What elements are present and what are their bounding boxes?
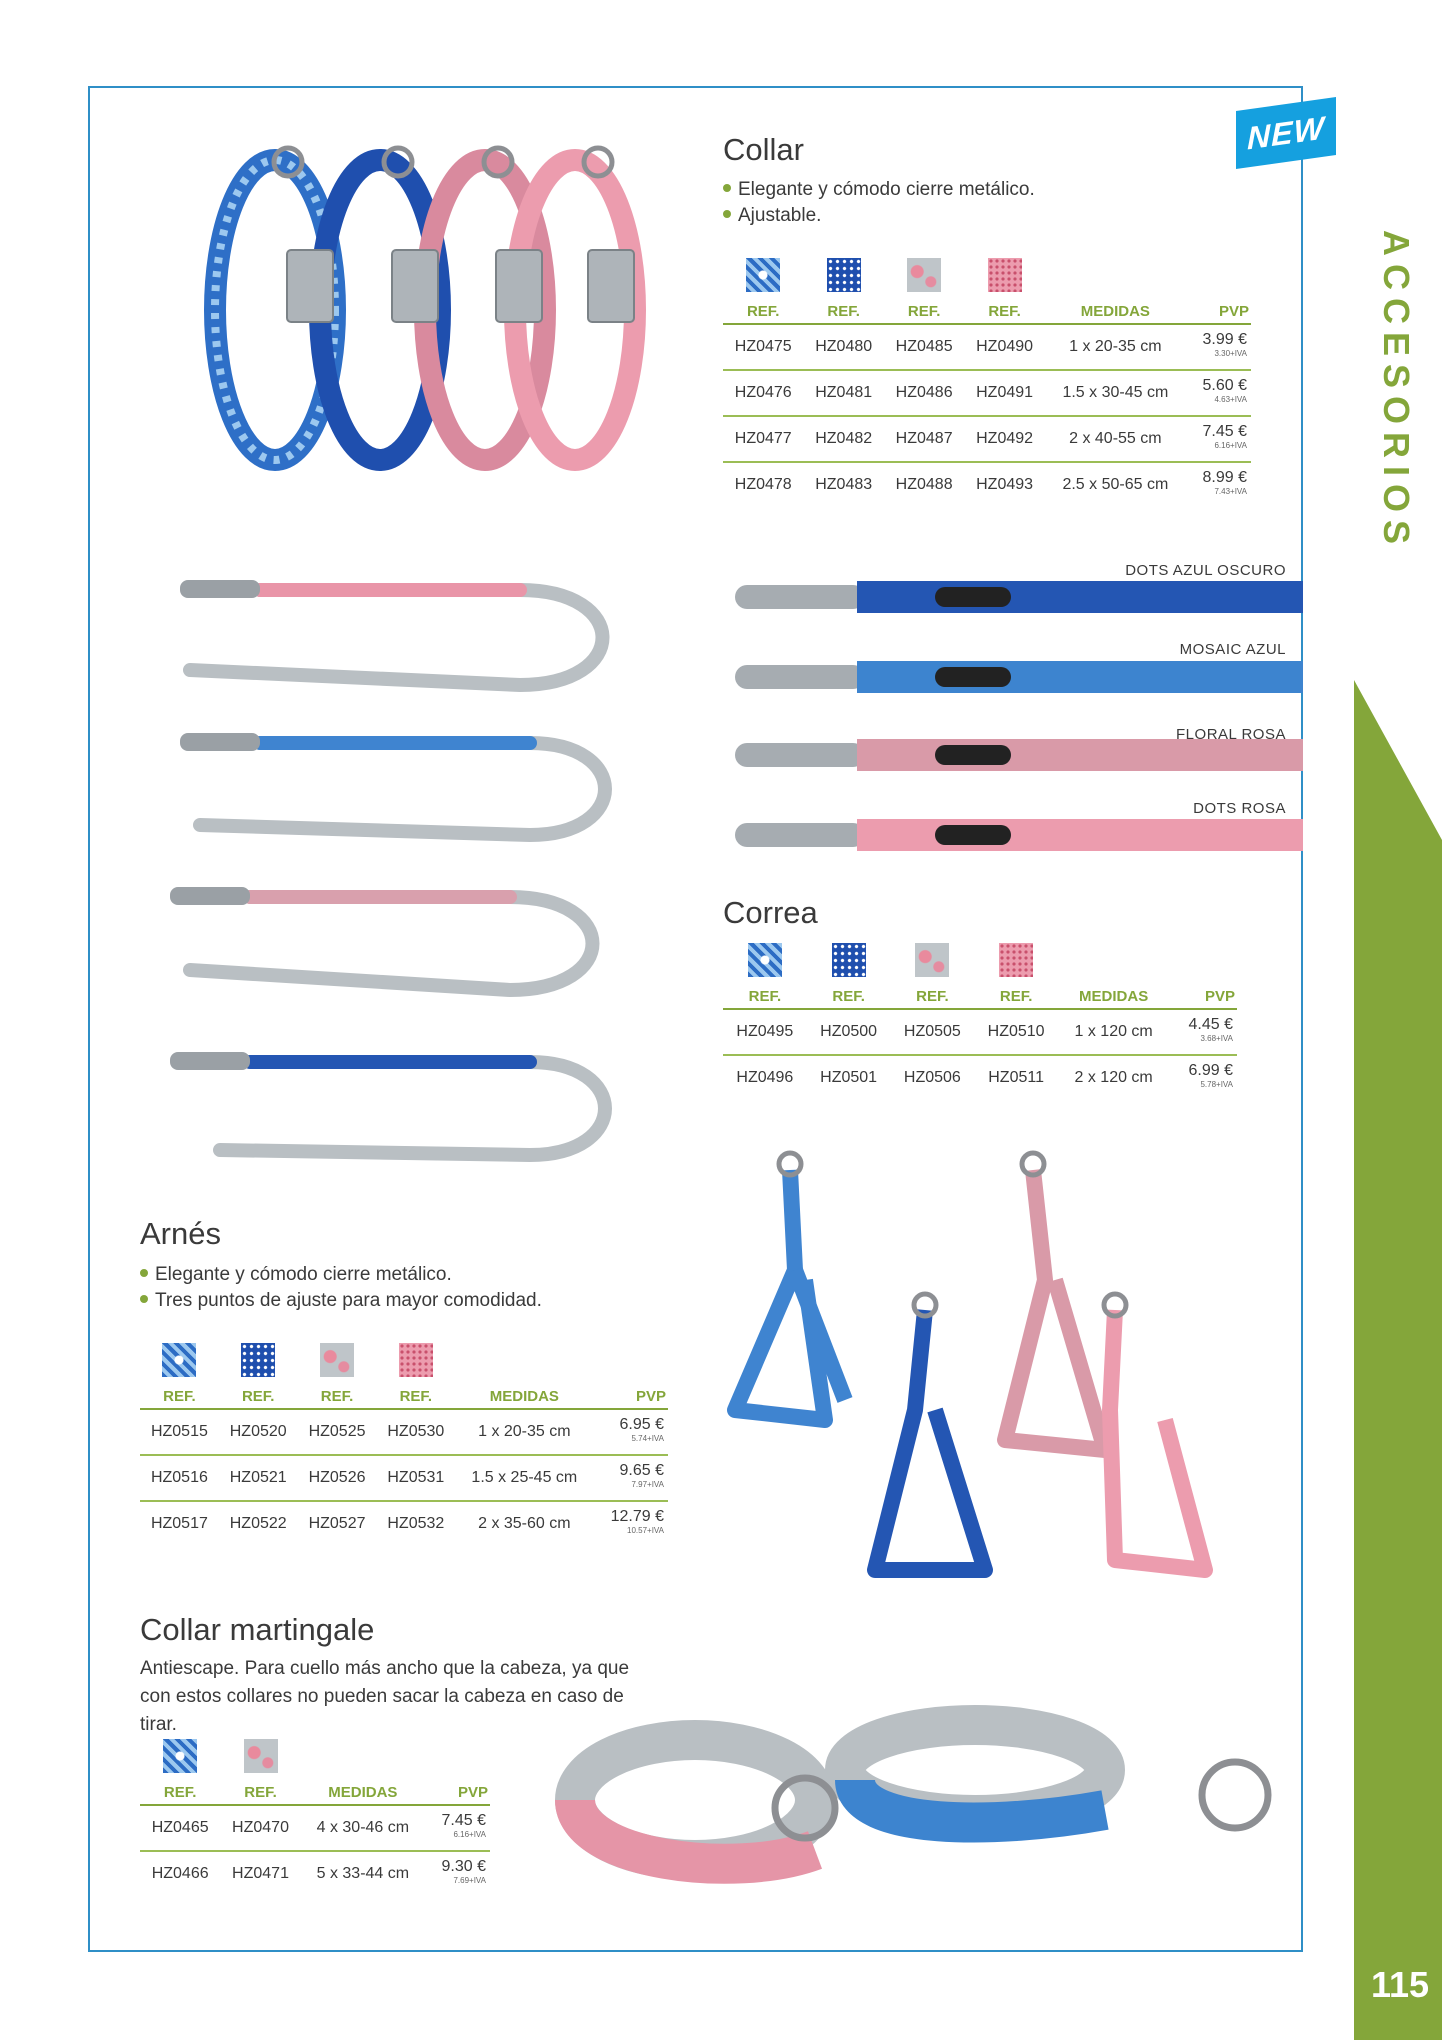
price-cell: [593, 1501, 668, 1546]
ref-cell: HZ0515: [140, 1409, 219, 1455]
arnes-title: Arnés: [140, 1216, 221, 1251]
leash-strips-photo: [735, 565, 1303, 865]
leash-label-mosaic-azul: MOSAIC AZUL: [1179, 641, 1286, 658]
ref-cell: HZ0532: [387, 1515, 445, 1532]
swatch-dots-rosa: [399, 1343, 433, 1377]
price-iva: 4.63+IVA: [1214, 395, 1247, 404]
col-header: PVP: [593, 1384, 668, 1409]
ref-cell: HZ0492: [964, 416, 1044, 462]
col-header: PVP: [1169, 984, 1237, 1009]
collar-photo: [200, 140, 660, 500]
ref-cell: HZ0520: [219, 1409, 298, 1455]
col-header: MEDIDAS: [301, 1780, 425, 1805]
col-header: REF.: [723, 984, 807, 1009]
ref-cell: HZ0466: [151, 1865, 209, 1882]
collar-bullet: Elegante y cómodo cierre metálico.: [723, 177, 1035, 203]
col-header: REF.: [803, 299, 883, 324]
price: 5.60 €: [1202, 377, 1247, 394]
ref-cell: HZ0517: [150, 1515, 208, 1532]
size-cell: 2 x 40-55 cm: [1045, 416, 1186, 462]
size-cell: 1 x 20-35 cm: [1045, 324, 1186, 370]
price: 8.99 €: [1202, 469, 1247, 486]
ref-cell: HZ0488: [895, 476, 953, 493]
price: 6.95 €: [619, 1416, 664, 1433]
col-header: REF.: [723, 299, 803, 324]
ref-cell: HZ0491: [964, 370, 1044, 416]
size-cell: 2 x 120 cm: [1074, 1069, 1153, 1086]
price-iva: 3.68+IVA: [1200, 1034, 1233, 1043]
price-cell: [425, 1851, 490, 1896]
price-cell: [1186, 370, 1251, 416]
ref-cell: HZ0487: [884, 416, 964, 462]
price-cell: [593, 1409, 668, 1455]
ref-cell: HZ0481: [803, 370, 883, 416]
ref-cell: HZ0476: [723, 370, 803, 416]
price: 12.79 €: [610, 1508, 664, 1525]
col-header: REF.: [220, 1780, 300, 1805]
table-row: [723, 1055, 1237, 1100]
price-iva: 5.78+IVA: [1200, 1080, 1233, 1089]
ref-cell: HZ0510: [974, 1009, 1058, 1055]
price-cell: [425, 1805, 490, 1851]
swatch-dots-rosa: [999, 943, 1033, 977]
price-cell: [1169, 1055, 1237, 1100]
table-row: [723, 416, 1251, 462]
table-row: [723, 1009, 1237, 1055]
price-cell: [1186, 462, 1251, 507]
swatch-mosaic-azul: [162, 1343, 196, 1377]
swatch-floral-rosa: [244, 1739, 278, 1773]
correa-title: Correa: [723, 895, 818, 930]
swatch-mosaic-azul: [163, 1739, 197, 1773]
price-iva: 7.69+IVA: [453, 1876, 486, 1885]
table-row: [140, 1501, 668, 1546]
ref-cell: HZ0500: [807, 1009, 891, 1055]
collar-title: Collar: [723, 132, 804, 167]
price: 9.30 €: [441, 1858, 486, 1875]
martingale-description: Antiescape. Para cuello más ancho que la cabeza, ya que con estos collares no pueden sacar la cabeza en caso de tirar.: [140, 1658, 630, 1735]
ref-cell: HZ0505: [891, 1009, 975, 1055]
col-header: REF.: [140, 1780, 220, 1805]
col-header: PVP: [425, 1780, 490, 1805]
swatch-mosaic-azul: [748, 943, 782, 977]
leash-label-dots-rosa: DOTS ROSA: [1193, 800, 1286, 817]
col-header: REF.: [964, 299, 1044, 324]
ref-cell: HZ0496: [736, 1069, 794, 1086]
col-header: MEDIDAS: [1045, 299, 1186, 324]
size-cell: 1.5 x 25-45 cm: [455, 1455, 593, 1501]
size-cell: 5 x 33-44 cm: [316, 1865, 410, 1882]
table-row: [140, 1455, 668, 1501]
ref-cell: HZ0478: [734, 476, 792, 493]
ref-cell: HZ0490: [964, 324, 1044, 370]
ref-cell: HZ0531: [376, 1455, 455, 1501]
page-number: 115: [1370, 1964, 1430, 2005]
collar-price-table: [723, 255, 1251, 507]
size-cell: 1 x 20-35 cm: [455, 1409, 593, 1455]
arnes-price-table: [140, 1340, 668, 1546]
size-cell: 1 x 120 cm: [1058, 1009, 1169, 1055]
swatch-dots-rosa: [988, 258, 1022, 292]
ref-cell: HZ0480: [803, 324, 883, 370]
martingale-title: Collar martingale: [140, 1612, 375, 1647]
collar-bullet: Ajustable.: [723, 203, 1035, 229]
ref-cell: HZ0527: [308, 1515, 366, 1532]
harness-photo: [715, 1150, 1275, 1640]
table-row: [140, 1409, 668, 1455]
ref-cell: HZ0501: [820, 1069, 878, 1086]
ref-cell: HZ0475: [723, 324, 803, 370]
ref-cell: HZ0482: [803, 416, 883, 462]
table-row: [723, 370, 1251, 416]
price-cell: [1186, 324, 1251, 370]
leashes-photo: [160, 560, 650, 1180]
price: 9.65 €: [619, 1462, 664, 1479]
col-header: REF.: [884, 299, 964, 324]
price: 4.45 €: [1188, 1016, 1233, 1033]
ref-cell: HZ0530: [376, 1409, 455, 1455]
price-cell: [1169, 1009, 1237, 1055]
correa-price-table: [723, 940, 1237, 1100]
ref-cell: HZ0511: [988, 1069, 1044, 1086]
section-tab-title: ACCESORIOS: [1376, 230, 1417, 553]
ref-cell: HZ0471: [232, 1865, 289, 1882]
table-row: [723, 324, 1251, 370]
price: 7.45 €: [1202, 423, 1247, 440]
price-cell: [593, 1455, 668, 1501]
arnes-bullet: Tres puntos de ajuste para mayor comodidad.: [140, 1288, 542, 1314]
ref-cell: HZ0477: [723, 416, 803, 462]
ref-cell: HZ0493: [976, 476, 1034, 493]
col-header: REF.: [807, 984, 891, 1009]
price-iva: 6.16+IVA: [453, 1830, 486, 1839]
size-cell: 2.5 x 50-65 cm: [1062, 476, 1169, 493]
col-header: REF.: [891, 984, 975, 1009]
arnes-bullets: [140, 1262, 542, 1314]
swatch-floral-rosa: [907, 258, 941, 292]
price-iva: 5.74+IVA: [631, 1434, 664, 1443]
size-cell: 4 x 30-46 cm: [301, 1805, 425, 1851]
price-iva: 7.43+IVA: [1214, 487, 1247, 496]
price: 3.99 €: [1202, 331, 1247, 348]
col-header: PVP: [1186, 299, 1251, 324]
price-iva: 10.57+IVA: [627, 1526, 664, 1535]
ref-cell: HZ0486: [884, 370, 964, 416]
ref-cell: HZ0495: [723, 1009, 807, 1055]
col-header: REF.: [376, 1384, 455, 1409]
col-header: REF.: [140, 1384, 219, 1409]
ref-cell: HZ0521: [219, 1455, 298, 1501]
price: 6.99 €: [1188, 1062, 1233, 1079]
ref-cell: HZ0465: [140, 1805, 220, 1851]
price-iva: 6.16+IVA: [1214, 441, 1247, 450]
swatch-dots-azul: [827, 258, 861, 292]
size-cell: 1.5 x 30-45 cm: [1045, 370, 1186, 416]
col-header: MEDIDAS: [1058, 984, 1169, 1009]
new-badge: NEW: [1236, 97, 1336, 169]
ref-cell: HZ0526: [298, 1455, 377, 1501]
price-iva: 3.30+IVA: [1214, 349, 1247, 358]
price-cell: [1186, 416, 1251, 462]
price-iva: 7.97+IVA: [631, 1480, 664, 1489]
martingale-price-table: [140, 1736, 490, 1896]
ref-cell: HZ0516: [140, 1455, 219, 1501]
swatch-dots-azul: [832, 943, 866, 977]
collar-bullets: [723, 177, 1035, 229]
table-row: [140, 1851, 490, 1896]
martingale-photo: [535, 1700, 1275, 1900]
price: 7.45 €: [441, 1812, 486, 1829]
swatch-floral-rosa: [915, 943, 949, 977]
swatch-floral-rosa: [320, 1343, 354, 1377]
size-cell: 2 x 35-60 cm: [478, 1515, 571, 1532]
ref-cell: HZ0485: [884, 324, 964, 370]
ref-cell: HZ0483: [815, 476, 873, 493]
table-row: [723, 462, 1251, 507]
swatch-dots-azul: [241, 1343, 275, 1377]
arnes-bullet: Elegante y cómodo cierre metálico.: [140, 1262, 542, 1288]
ref-cell: HZ0506: [903, 1069, 961, 1086]
leash-label-dots-azul-oscuro: DOTS AZUL OSCURO: [1125, 562, 1286, 579]
col-header: REF.: [219, 1384, 298, 1409]
ref-cell: HZ0525: [298, 1409, 377, 1455]
swatch-mosaic-azul: [746, 258, 780, 292]
ref-cell: HZ0522: [229, 1515, 287, 1532]
col-header: MEDIDAS: [455, 1384, 593, 1409]
ref-cell: HZ0470: [220, 1805, 300, 1851]
leash-label-floral-rosa: FLORAL ROSA: [1176, 726, 1286, 743]
col-header: REF.: [298, 1384, 377, 1409]
table-row: [140, 1805, 490, 1851]
col-header: REF.: [974, 984, 1058, 1009]
